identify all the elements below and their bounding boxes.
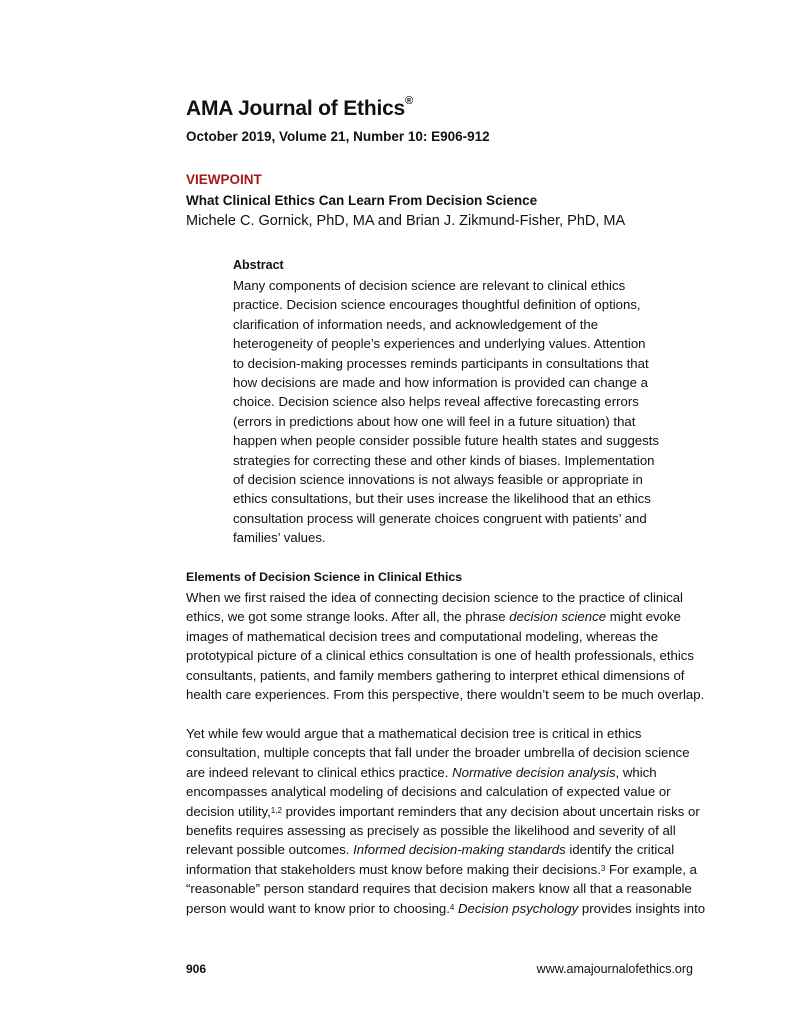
- body-line: prototypical picture of a clinical ethics consultation is one of health professionals, ethics: [186, 648, 694, 664]
- body-line: consultation, multiple concepts that fall under the broader umbrella of decision science: [186, 745, 690, 761]
- italic-term: Decision psychology: [458, 900, 579, 916]
- abstract-line: happen when people consider possible future health states and suggests: [233, 433, 659, 449]
- body-line: person would want to know prior to choosing.$^4$ Decision psychology provides insights into: [186, 900, 706, 916]
- abstract-line: heterogeneity of people’s experiences and underlying values. Attention: [233, 336, 646, 352]
- abstract-line: of decision science innovations is not always feasible or appropriate in: [233, 472, 643, 488]
- abstract-line: practice. Decision science encourages thoughtful definition of options,: [233, 297, 641, 313]
- body-line: “reasonable” person standard requires that decision makers know all that a reasonable: [186, 881, 692, 897]
- body-line: decision utility,$^{1,2}$ provides important reminders that any decision about uncertain risks or: [186, 803, 700, 819]
- abstract-line: strategies for correcting these and other kinds of biases. Implementation: [233, 452, 655, 468]
- body-line: are indeed relevant to clinical ethics practice. Normative decision analysis, which: [186, 764, 657, 780]
- abstract-line: how decisions are made and how information is provided can change a: [233, 375, 648, 391]
- body-line: When we first raised the idea of connecting decision science to the practice of clinical: [186, 590, 683, 605]
- reference-marker[interactable]: 1,2: [270, 805, 282, 815]
- abstract-line: (errors in predictions about how one will feel in a future situation) that: [233, 413, 636, 429]
- article-title: What Clinical Ethics Can Learn From Decision Science: [186, 193, 538, 208]
- body-line: images of mathematical decision trees and computational modeling, whereas the: [186, 628, 659, 644]
- italic-term: decision science: [509, 609, 607, 625]
- abstract-heading: Abstract: [233, 258, 284, 272]
- issue-line: October 2019, Volume 21, Number 10: E906-912: [186, 129, 490, 144]
- abstract-line: to decision-making processes reminds participants in consultations that: [233, 355, 649, 371]
- abstract-line: families’ values.: [233, 530, 326, 546]
- registered-mark: ®: [405, 95, 413, 107]
- abstract-line: consultation process will generate choices congruent with patients’ and: [233, 510, 647, 526]
- journal-title: AMA Journal of Ethics®: [186, 95, 413, 120]
- page-number: 906: [186, 962, 207, 976]
- abstract-line: clarification of information needs, and acknowledgement of the: [233, 316, 599, 332]
- body-line: ethics, we got some strange looks. After all, the phrase decision science might evoke: [186, 609, 681, 625]
- section-label: VIEWPOINT: [186, 172, 262, 187]
- body-line: consultants, patients, and family members gathering to interpret ethical dimensions of: [186, 667, 685, 683]
- abstract-line: Many components of decision science are relevant to clinical ethics: [233, 278, 626, 293]
- body-line: relevant possible outcomes. Informed decision-making standards identify the critical: [186, 842, 675, 858]
- authors: Michele C. Gornick, PhD, MA and Brian J. Zikmund-Fisher, PhD, MA: [186, 213, 626, 229]
- italic-term: Normative decision analysis: [452, 764, 616, 780]
- body-line: health care experiences. From this perspective, there wouldn’t seem to be much overlap.: [186, 687, 705, 703]
- body-paragraph-2: [186, 724, 726, 918]
- reference-marker[interactable]: 3: [600, 863, 606, 873]
- abstract-line: ethics consultations, but their uses increase the likelihood that an ethics: [233, 491, 651, 507]
- body-line: Yet while few would argue that a mathematical decision tree is critical in ethics: [186, 726, 642, 741]
- body-line: encompasses analytical modeling of decisions and calculation of expected value or: [186, 784, 671, 800]
- footer-url[interactable]: www.amajournalofethics.org: [536, 962, 693, 976]
- body-paragraph-1: [186, 588, 726, 704]
- body-line: benefits requires assessing as precisely as possible the likelihood and severity of all: [186, 823, 676, 839]
- italic-term: Informed decision-making standards: [353, 842, 566, 858]
- reference-marker[interactable]: 4: [449, 902, 455, 912]
- abstract-line: choice. Decision science also helps reveal affective forecasting errors: [233, 394, 639, 410]
- abstract-text: [233, 276, 683, 548]
- section-heading: Elements of Decision Science in Clinical Ethics: [186, 570, 463, 584]
- body-line: information that stakeholders must know before making their decisions.$^3$ For example, a: [186, 861, 697, 877]
